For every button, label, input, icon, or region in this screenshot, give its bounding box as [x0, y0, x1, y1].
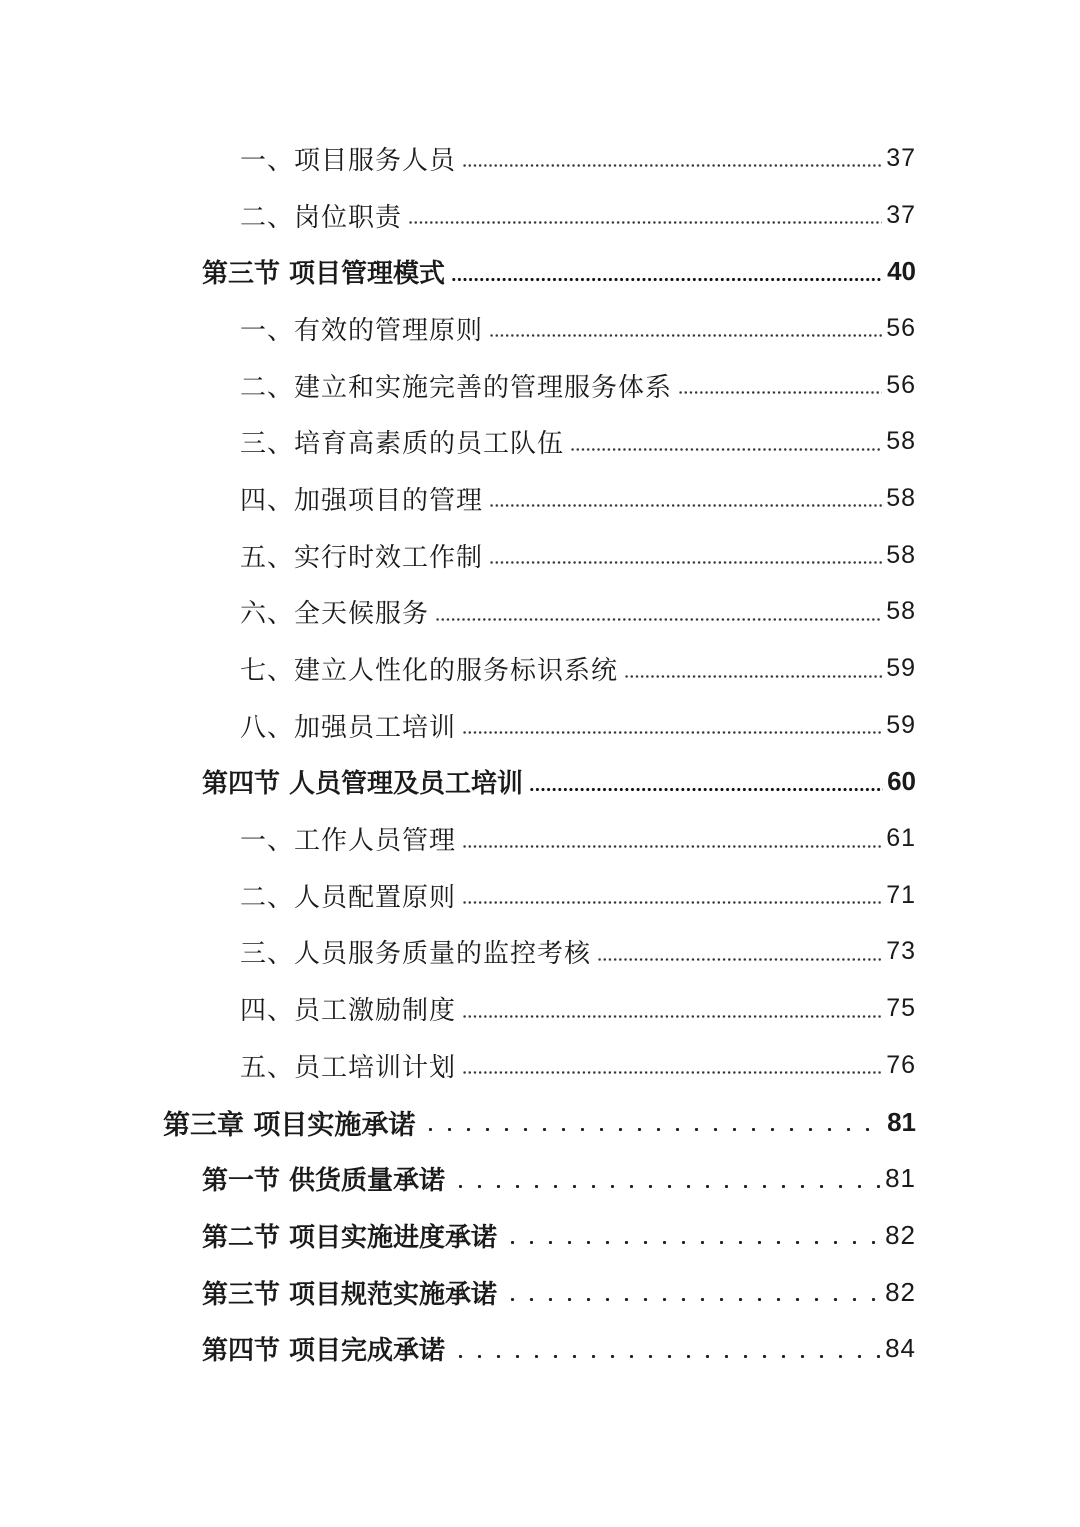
dot-leader	[489, 542, 882, 568]
toc-entry-page: 82	[885, 1219, 916, 1250]
dot-leader	[462, 1052, 882, 1078]
toc-entry-page: 76	[886, 1050, 916, 1079]
toc-entry-title: 四、加强项目的管理	[240, 485, 484, 516]
toc-entry-title: 第三节 项目管理模式	[202, 259, 446, 290]
toc-entry-title: 八、加强员工培训	[240, 712, 457, 743]
toc-entry-page: 56	[886, 370, 916, 399]
table-of-contents	[0, 130, 1080, 1377]
toc-entry[interactable]	[0, 130, 1080, 187]
toc-entry-page: 58	[886, 483, 916, 512]
dot-leader	[451, 259, 883, 285]
toc-entry-page: 40	[887, 256, 916, 287]
toc-entry-page: 58	[886, 597, 916, 626]
toc-entry[interactable]	[0, 640, 1080, 697]
toc-entry-title: 四、员工激励制度	[240, 996, 457, 1027]
toc-entry[interactable]	[0, 187, 1080, 244]
toc-entry-title: 第三章 项目实施承诺	[163, 1109, 416, 1141]
toc-entry[interactable]	[0, 1037, 1080, 1094]
toc-entry[interactable]	[0, 867, 1080, 924]
toc-entry-page: 82	[885, 1276, 916, 1307]
dot-leader	[624, 656, 882, 682]
dot-leader	[462, 826, 882, 852]
toc-entry-page: 37	[886, 200, 916, 229]
toc-entry[interactable]	[0, 980, 1080, 1037]
toc-section-entry[interactable]	[0, 1320, 1080, 1377]
toc-entry-title: 第三节 项目规范实施承诺	[202, 1279, 498, 1310]
toc-entry-page: 71	[886, 880, 916, 909]
toc-entry-page: 81	[887, 1106, 916, 1137]
dot-leader	[462, 996, 882, 1022]
dot-leader	[503, 1279, 881, 1305]
dot-leader	[408, 202, 882, 228]
toc-entry-title: 一、有效的管理原则	[240, 315, 484, 346]
dot-leader	[462, 712, 882, 738]
toc-entry[interactable]	[0, 357, 1080, 414]
toc-section-entry[interactable]	[0, 1207, 1080, 1264]
dot-leader	[489, 485, 882, 511]
dot-leader	[451, 1336, 881, 1362]
toc-entry-title: 第四节 人员管理及员工培训	[202, 769, 524, 800]
toc-entry-title: 三、人员服务质量的监控考核	[240, 939, 592, 970]
toc-entry-title: 三、培育高素质的员工队伍	[240, 429, 565, 460]
toc-entry-title: 五、员工培训计划	[240, 1052, 457, 1083]
dot-leader	[503, 1222, 881, 1248]
toc-entry-page: 81	[885, 1163, 916, 1194]
toc-entry[interactable]	[0, 697, 1080, 754]
toc-entry-title: 一、项目服务人员	[240, 145, 457, 176]
dot-leader	[529, 769, 883, 795]
toc-entry-page: 84	[885, 1333, 916, 1364]
toc-section-entry[interactable]	[0, 754, 1080, 811]
toc-entry-title: 二、人员配置原则	[240, 882, 457, 913]
toc-section-entry[interactable]	[0, 1150, 1080, 1207]
dot-leader	[421, 1109, 883, 1135]
toc-entry-page: 56	[886, 313, 916, 342]
toc-entry-title: 六、全天候服务	[240, 599, 430, 630]
toc-entry-title: 二、建立和实施完善的管理服务体系	[240, 372, 673, 403]
toc-entry-page: 75	[886, 994, 916, 1023]
toc-entry-page: 37	[886, 143, 916, 172]
toc-entry[interactable]	[0, 527, 1080, 584]
toc-entry-page: 73	[886, 937, 916, 966]
dot-leader	[435, 599, 882, 625]
toc-entry-page: 58	[886, 427, 916, 456]
toc-entry[interactable]	[0, 413, 1080, 470]
dot-leader	[597, 939, 882, 965]
toc-entry-title: 第四节 项目完成承诺	[202, 1336, 446, 1367]
toc-section-entry[interactable]	[0, 1264, 1080, 1321]
toc-entry[interactable]	[0, 810, 1080, 867]
toc-entry-title: 一、工作人员管理	[240, 826, 457, 857]
toc-entry-page: 59	[886, 710, 916, 739]
toc-entry-title: 二、岗位职责	[240, 202, 403, 233]
dot-leader	[570, 429, 882, 455]
toc-entry-title: 七、建立人性化的服务标识系统	[240, 656, 619, 687]
toc-section-entry[interactable]	[0, 243, 1080, 300]
toc-entry-page: 60	[887, 766, 916, 797]
toc-entry-title: 第一节 供货质量承诺	[202, 1166, 446, 1197]
dot-leader	[462, 145, 882, 171]
toc-entry[interactable]	[0, 300, 1080, 357]
toc-entry-page: 61	[886, 824, 916, 853]
toc-entry-title: 第二节 项目实施进度承诺	[202, 1222, 498, 1253]
toc-entry[interactable]	[0, 470, 1080, 527]
dot-leader	[489, 315, 882, 341]
toc-entry-page: 59	[886, 654, 916, 683]
toc-entry-title: 五、实行时效工作制	[240, 542, 484, 573]
toc-entry[interactable]	[0, 924, 1080, 981]
toc-chapter-entry[interactable]	[0, 1094, 1080, 1151]
toc-entry[interactable]	[0, 584, 1080, 641]
dot-leader	[678, 372, 882, 398]
toc-entry-page: 58	[886, 540, 916, 569]
dot-leader	[451, 1166, 881, 1192]
dot-leader	[462, 882, 882, 908]
